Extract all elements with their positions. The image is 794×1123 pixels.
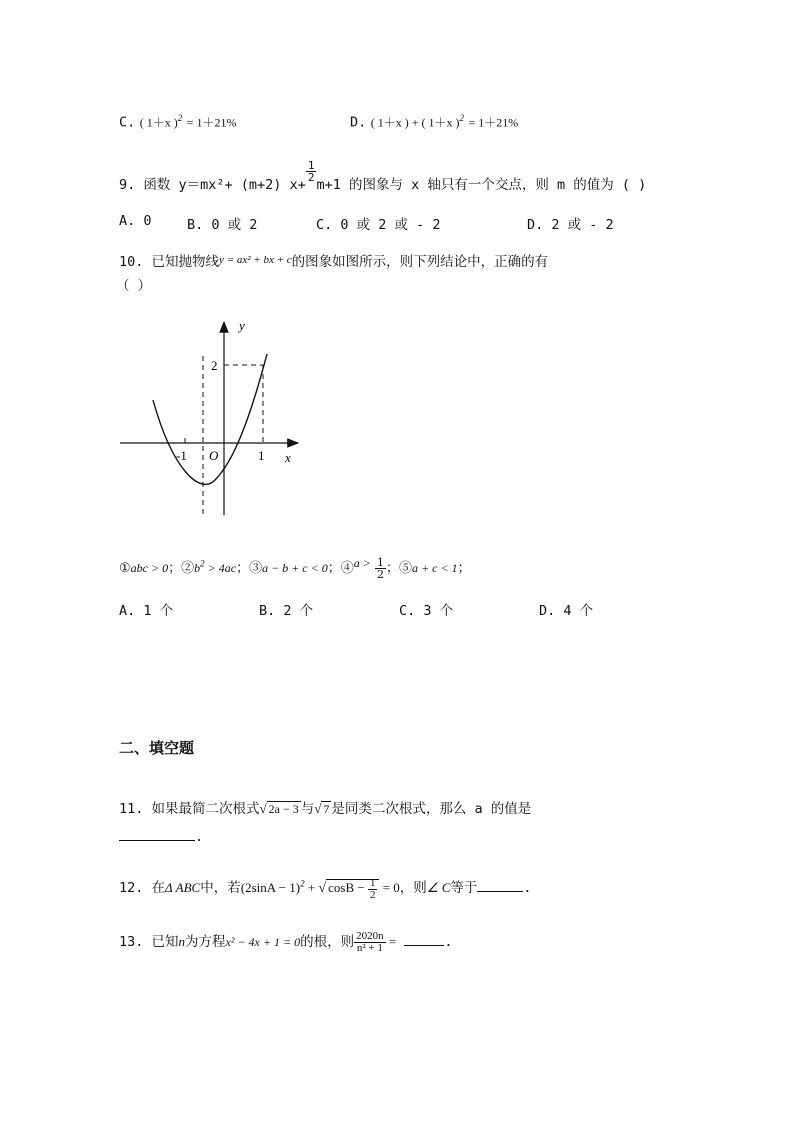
q9-option-b: B. 0 或 2 bbox=[187, 217, 258, 233]
fraction-half: $\frac{1}{2}$ bbox=[307, 159, 315, 184]
radical-2: 7 bbox=[323, 802, 330, 816]
parabola-curve bbox=[153, 354, 267, 484]
y-axis-label: y bbox=[239, 318, 245, 333]
q9-option-a: A. 0 bbox=[119, 213, 152, 229]
radical-cos: cosB − $\frac{1}{2}$ bbox=[326, 879, 379, 895]
question-number: 11. bbox=[119, 801, 144, 817]
q9-option-c: C. 0 或 2 或 - 2 bbox=[316, 217, 441, 233]
question-12: 12. 在Δ ABC中，若$(2\sin A - 1)^2$ + √ cosB − $\frac{1}{2}$ = 0，则∠ C等于 . bbox=[119, 876, 532, 901]
q8-option-c: C. ( 1＋x )$^2$ = 1＋21% bbox=[119, 113, 237, 131]
parabola-graph bbox=[115, 312, 305, 522]
question-13: 13. 已知n为方程x² − 4x + 1 = 0的根，则 $\frac{2020n}{\text{n² + 1}}$ = . bbox=[119, 929, 453, 954]
q9-option-d: D. 2 或 - 2 bbox=[527, 217, 614, 233]
question-number: 13. bbox=[119, 934, 144, 950]
question-number: 12. bbox=[119, 880, 144, 896]
q10-option-a: A. 1 个 bbox=[119, 603, 174, 619]
tick-label-neg1: -1 bbox=[176, 448, 187, 463]
question-10: 10. 已知抛物线$^{y = ax^2 + bx + c}$的图象如图所示，则下列结论中，正确的有 bbox=[119, 254, 549, 270]
fraction-half: $\frac{1}{2}$ bbox=[377, 556, 384, 581]
radical-1: 2a − 3 bbox=[268, 802, 299, 816]
tick-label-1: 1 bbox=[258, 448, 265, 463]
question-number: 10. bbox=[119, 254, 144, 270]
q10-option-c: C. 3 个 bbox=[399, 603, 454, 619]
q10-answer-paren: （ ） bbox=[116, 278, 152, 294]
q13-answer-blank bbox=[404, 933, 444, 946]
q10-statements: ①abc > 0；$②b^2 > 4ac$；③a − b + c < 0；④a > $\frac{1}{2}$ ；⑤a + c < 1； bbox=[119, 556, 471, 581]
q8-option-d: D. ( 1＋x ) + ( 1＋x )$^2$ = 1＋21% bbox=[350, 113, 519, 131]
question-11: 11. 如果最简二次根式√ 2a − 3 与√ 7 是同类二次根式，那么 a 的值是 bbox=[119, 801, 532, 817]
x-axis-label: x bbox=[285, 450, 291, 465]
q12-answer-blank bbox=[477, 879, 523, 892]
question-9: 9. 函数 y＝mx²+ (m+2) x+ $\frac{1}{2}$ m+1 的图象与 x 轴只有一个交点，则 m 的值为 ( ) bbox=[119, 159, 647, 193]
q10-option-d: D. 4 个 bbox=[539, 603, 594, 619]
q10-option-b: B. 2 个 bbox=[259, 603, 314, 619]
origin-label: O bbox=[209, 448, 219, 463]
question-number: 9. bbox=[119, 177, 136, 193]
q11-answer-blank[interactable]: . bbox=[119, 828, 203, 845]
tick-label-2: 2 bbox=[211, 358, 218, 373]
parabola-formula: y = ax² + bx + c bbox=[219, 254, 292, 266]
section-title: 二、填空题 bbox=[119, 739, 195, 757]
